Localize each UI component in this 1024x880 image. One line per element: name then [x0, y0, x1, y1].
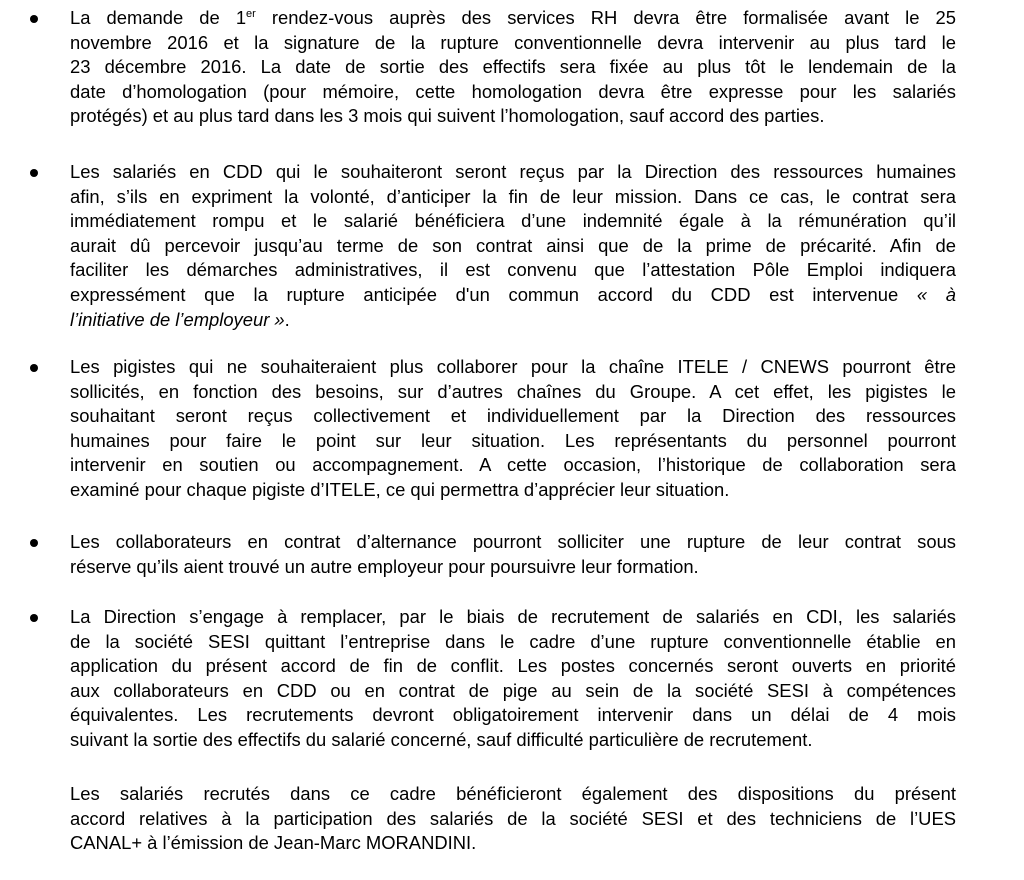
bullet-icon [30, 15, 38, 23]
text-line: date d’homologation (pour mémoire, cette homologation devra être expresse pour les salariés [70, 80, 956, 102]
text-line: expressément que la rupture anticipée d'un commun accord du CDD est intervenue « à [70, 283, 956, 305]
text-line: Les collaborateurs en contrat d’alternance pourront solliciter une rupture de leur contrat sous [70, 531, 956, 552]
text-line: de la société SESI quittant l’entreprise dans le cadre d’une rupture conventionnelle établie en [70, 630, 956, 652]
text-line: humaines pour faire le point sur leur situation. Les représentants du personnel pourront [70, 429, 956, 451]
paragraph-recrutes [70, 782, 956, 856]
bullet-icon [30, 539, 38, 547]
paragraph-pigistes [70, 355, 956, 503]
text-line: aurait dû percevoir jusqu’au terme de son contrat ainsi que de la prime de précarité. Afin de [70, 234, 956, 256]
text-line: suivant la sortie des effectifs du salarié concerné, sauf difficulté particulière de recrutement. [70, 728, 813, 750]
paragraph-alternance [70, 530, 956, 579]
bullet-icon [30, 614, 38, 622]
text-line: réserve qu’ils aient trouvé un autre employeur pour poursuivre leur formation. [70, 555, 699, 577]
text-line: novembre 2016 et la signature de la rupture conventionnelle devra intervenir au plus tard le [70, 31, 956, 53]
text-line: Les salariés en CDD qui le souhaiteront seront reçus par la Direction des ressources humaines [70, 161, 956, 182]
bullet-icon [30, 364, 38, 372]
bullet-icon [30, 169, 38, 177]
text-line: protégés) et au plus tard dans les 3 mois qui suivent l’homologation, sauf accord des parties. [70, 105, 825, 127]
text-line: l’initiative de l’employeur ». [70, 308, 290, 330]
text-line: équivalentes. Les recrutements devront obligatoirement intervenir dans un délai de 4 mois [70, 704, 956, 726]
text-line: faciliter les démarches administratives, il est convenu que l’attestation Pôle Emploi indiquera [70, 259, 956, 281]
text-line: immédiatement rompu et le salarié bénéficiera d’une indemnité égale à la rémunération qu’il [70, 210, 956, 232]
text-line: La demande de 1er rendez-vous auprès des services RH devra être formalisée avant le 25 [70, 7, 956, 28]
text-line: accord relatives à la participation des salariés de la société SESI et des techniciens de l’UES [70, 807, 956, 829]
paragraph-cdd [70, 160, 956, 332]
text-line: La Direction s’engage à remplacer, par le biais de recrutement de salariés en CDI, les salariés [70, 606, 956, 627]
text-line: aux collaborateurs en CDD ou en contrat de pige au sein de la société SESI à compétences [70, 679, 956, 701]
text-line: application du présent accord de fin de conflit. Les postes concernés seront ouverts en priorité [70, 655, 956, 677]
text-line: 23 décembre 2016. La date de sortie des effectifs sera fixée au plus tôt le lendemain de la [70, 56, 956, 78]
text-line: Les pigistes qui ne souhaiteraient plus collaborer pour la chaîne ITELE / CNEWS pourront être [70, 356, 956, 377]
paragraph-direction [70, 605, 956, 753]
paragraph-rendezvous [70, 6, 956, 129]
text-line: intervenir en soutien ou accompagnement. A cette occasion, l’historique de collaboration sera [70, 454, 956, 476]
superscript: er [246, 8, 256, 20]
text-line: CANAL+ à l’émission de Jean-Marc MORANDINI. [70, 832, 477, 854]
text-line: sollicités, en fonction des besoins, sur d’autres chaînes du Groupe. A cet effet, les pigistes le [70, 380, 956, 402]
text-line: afin, s’ils en expriment la volonté, d’anticiper la fin de leur mission. Dans ce cas, le contrat sera [70, 185, 956, 207]
text-line: souhaitant seront reçus collectivement et individuellement par la Direction des ressources [70, 405, 956, 427]
text-line: Les salariés recrutés dans ce cadre bénéficieront également des dispositions du présent [70, 783, 956, 804]
text-line: examiné pour chaque pigiste d’ITELE, ce qui permettra d’apprécier leur situation. [70, 478, 730, 500]
